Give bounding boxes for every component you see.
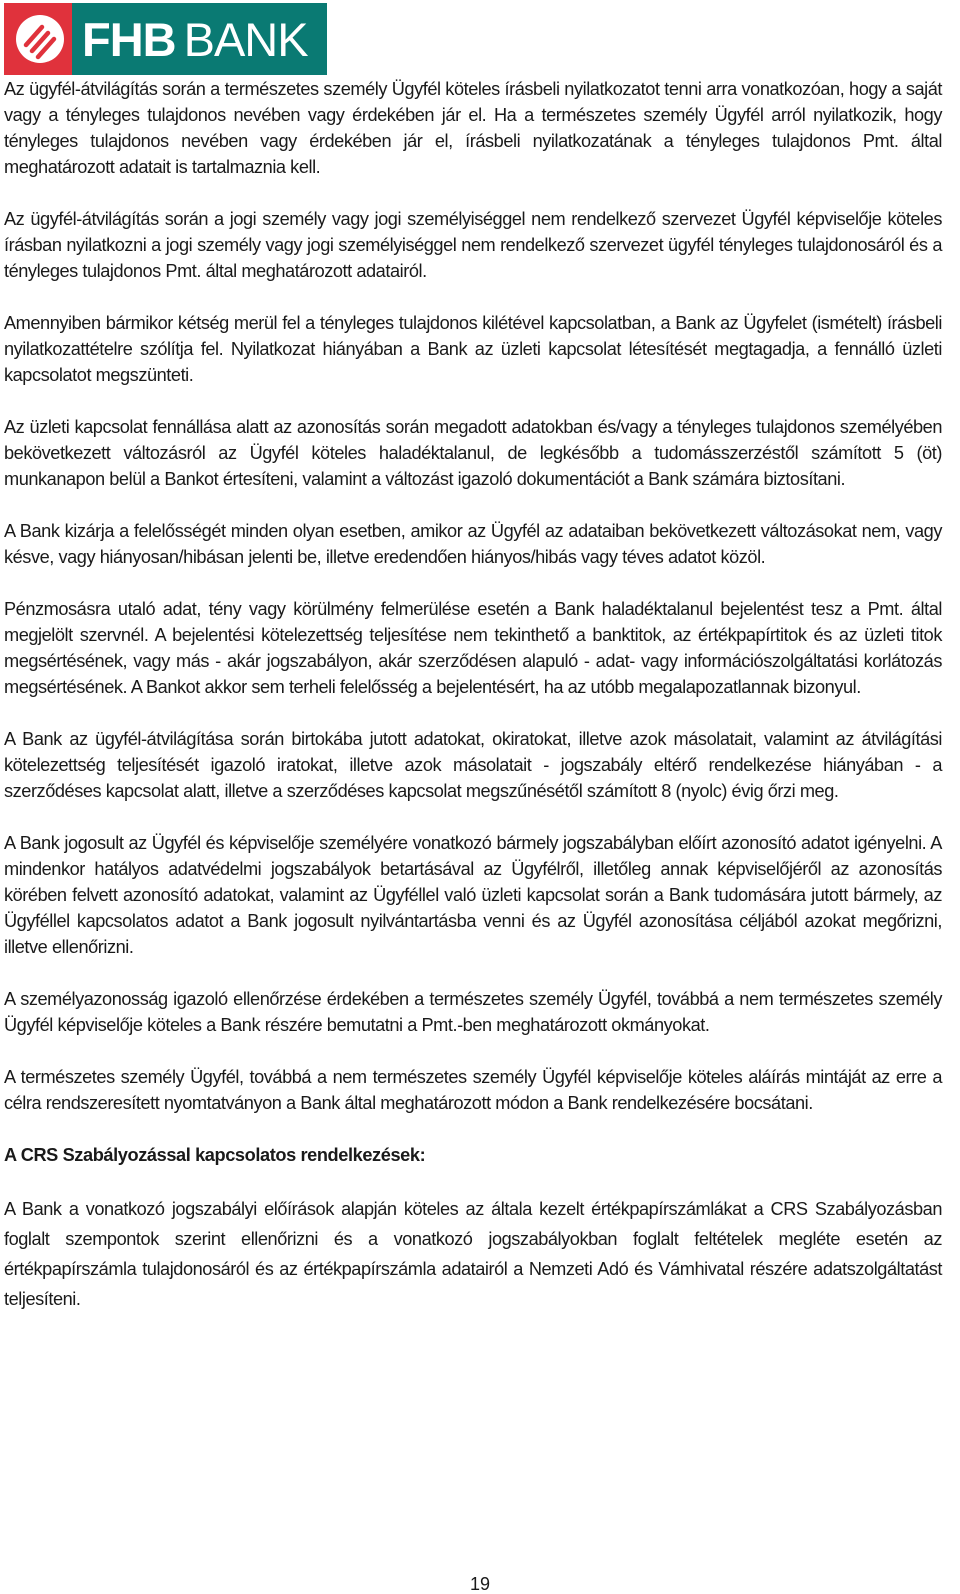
section-heading-crs: A CRS Szabályozással kapcsolatos rendelkezések: [4,1145,426,1165]
logo-wordmark [72,12,308,67]
paragraph-doubt-about-owner: Amennyiben bármikor kétség merül fel a tényleges tulajdonos kilétével kapcsolatban, a Bank az Ügyfelet (ismételt) írásbeli nyilatkozattételre szólítja fel. Nyilatkozat hiányában a Bank az üzleti kapcsolat létesítését megtagadja, a fennálló üzleti kapcsolatot megszünteti. [4,313,942,385]
paragraph-record-retention: A Bank az ügyfél-átvilágítása során birtokába jutott adatokat, okiratokat, illetve azok másolatait, valamint az átvilágítási kötelezettség teljesítését igazoló iratokat, illetve azok másolatait - jogszabály eltérő rendelkezése hiányában - a szerződéses kapcsolat alatt, illetve a szerződéses kapcsolat megszűnésétől számított 8 (nyolc) évig őrzi meg. [4,729,942,801]
logo-text-fhb: FHB [82,12,176,66]
document-body [4,76,942,1314]
paragraph-identification-data: A Bank jogosult az Ügyfél és képviselője személyére vonatkozó bármely jogszabályban előírt azonosító adatot igényelni. A mindenkor hatályos adatvédelmi jogszabályok betartásával az Ügyfélről, illetőleg annak képviselőjéről az azonosítás körében felvett azonosító adatokat, valamint az Ügyféllel való üzleti kapcsolat során a Bank tudomására jutott bármely, az Ügyféllel kapcsolatos adatot a Bank jogosult nyilvántartásba venni és az Ügyfél azonosítása céljából azokat megőrizni, illetve ellenőrizni. [4,833,942,957]
fhb-bank-logo [4,3,327,75]
fhb-logo-mark-icon [4,3,72,75]
paragraph-signature-specimen: A természetes személy Ügyfél, továbbá a nem természetes személy Ügyfél képviselője köteles aláírás mintáját az erre a célra rendszeresített nyomtatványon a Bank által meghatározott módon a Bank rendelkezésére bocsátani. [4,1067,942,1113]
logo-text-bank: BANK [183,12,308,66]
paragraph-beneficial-owner-declaration: Az ügyfél-átvilágítás során a természetes személy Ügyfél köteles írásbeli nyilatkozatot tenni arra vonatkozóan, hogy a saját vagy a tényleges tulajdonos nevében vagy érdekében jár el. Ha a természetes személy Ügyfél arról nyilatkozik, hogy tényleges tulajdonos nevében vagy érdekében jár el, írásbeli nyilatkozatának a tényleges tulajdonos Pmt. által meghatározott adatait is tartalmaznia kell. [4,79,942,177]
page-number: 19 [469,1574,491,1594]
paragraph-crs-reporting: A Bank a vonatkozó jogszabályi előírások alapján köteles az általa kezelt értékpapírszámlákat a CRS Szabályozásban foglalt szempontok szerint ellenőrizni és a vonatkozó jogszabályokban foglalt feltételek megléte esetén az értékpapírszámla tulajdonosáról és az értékpapírszámla adatairól a Nemzeti Adó és Vámhivatal részére adatszolgáltatást teljesíteni. [4,1199,942,1309]
paragraph-identity-documents: A személyazonosság igazoló ellenőrzése érdekében a természetes személy Ügyfél, továbbá a nem természetes személy Ügyfél képviselője köteles a Bank részére bemutatni a Pmt.-ben meghatározott okmányokat. [4,989,942,1035]
paragraph-legal-entity-declaration: Az ügyfél-átvilágítás során a jogi személy vagy jogi személyiséggel nem rendelkező szervezet Ügyfél képviselője köteles írásban nyilatkozni a jogi személy vagy jogi személyiséggel nem rendelkező szervezet ügyfél tényleges tulajdonosáról és a tényleges tulajdonos Pmt. által meghatározott adatairól. [4,209,942,281]
paragraph-money-laundering-report: Pénzmosásra utaló adat, tény vagy körülmény felmerülése esetén a Bank haladéktalanul bejelentést tesz a Pmt. által megjelölt szervnél. A bejelentési kötelezettség teljesítése nem tekinthető a banktitok, az értékpapírtitok és az üzleti titok megsértésének, vagy más - akár jogszabályon, akár szerződésen alapuló - adat- vagy információszolgáltatási korlátozás megsértésének. A Bankot akkor sem terheli felelősség a bejelentésért, ha az utóbb megalapozatlannak bizonyul. [4,599,942,697]
paragraph-liability-exclusion: A Bank kizárja a felelősségét minden olyan esetben, amikor az Ügyfél az adataiban bekövetkezett változásokat nem, vagy késve, vagy hiányosan/hibásan jelenti be, illetve eredendően hiányos/hibás vagy téves adatot közöl. [4,521,942,567]
paragraph-change-notification: Az üzleti kapcsolat fennállása alatt az azonosítás során megadott adatokban és/vagy a tényleges tulajdonos személyében bekövetkezett változásról az Ügyfél köteles haladéktalanul, de legkésőbb a tudomásszerzéstől számított 5 (öt) munkanapon belül a Bankot értesíteni, valamint a változást igazoló dokumentációt a Bank számára biztosítani. [4,417,942,489]
